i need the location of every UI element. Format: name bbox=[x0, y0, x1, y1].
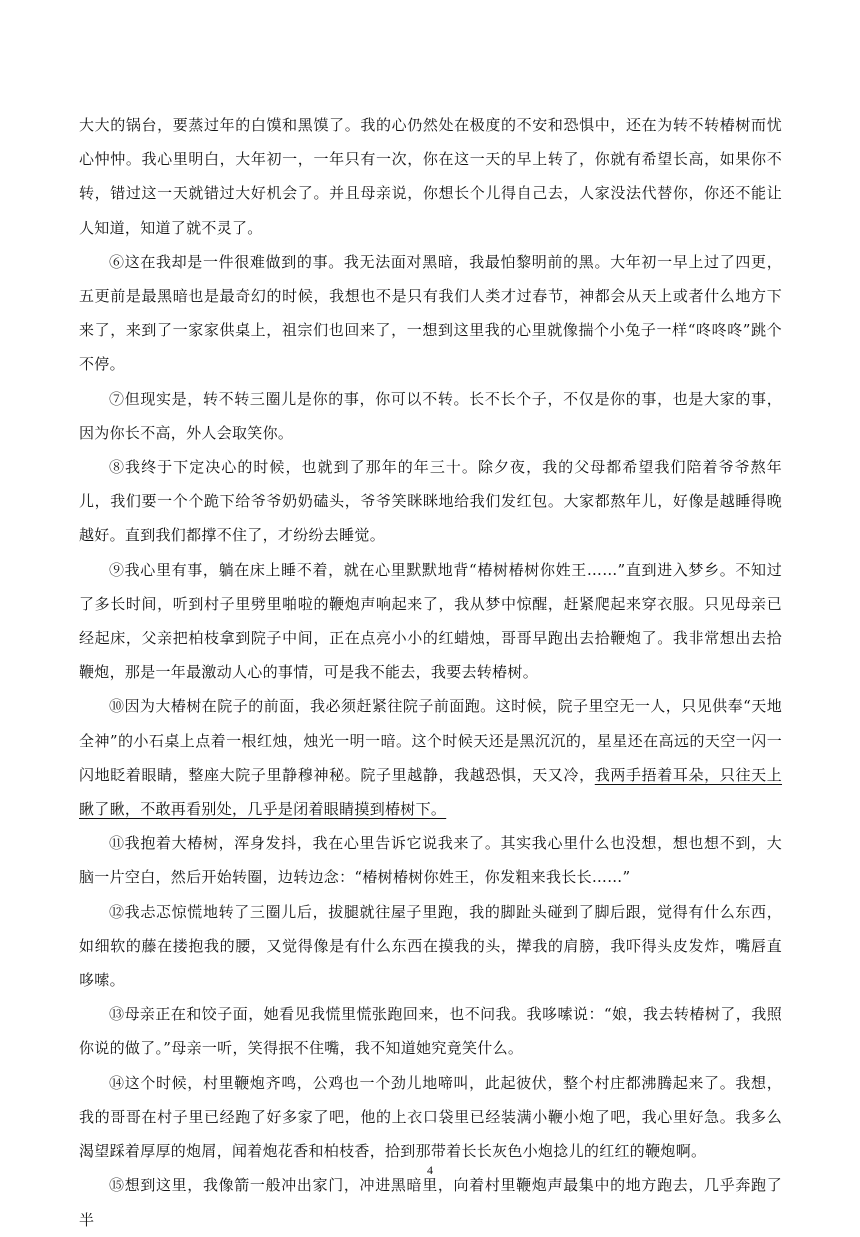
paragraph-text: ⑪我抱着大椿树，浑身发抖，我在心里告诉它说我来了。其实我心里什么也没想，想也想不到，大脑一片空白，然后开始转圈，边转边念：“椿树椿树你姓王，你发粗来我长长……” bbox=[79, 834, 782, 887]
underlined-sentence: 我两手捂着耳朵，只往天上瞅了瞅，不敢再看别处，几乎是闭着眼睛摸到椿树下。 bbox=[79, 765, 783, 819]
paragraph-text: ⑥这在我却是一件很难做到的事。我无法面对黑暗，我最怕黎明前的黑。大年初一早上过了四更，五更前是最黑暗也是最奇幻的时候，我想也不是只有我们人类才过春节，神都会从天上或者什么地方下来了，来到了一家家供桌上，祖宗们也回来了，一想到这里我的心里就像揣个小兔子一样“咚咚咚”跳个不停。 bbox=[79, 252, 782, 374]
paragraph-text: ⑦但现实是，转不转三圈儿是你的事，你可以不转。长不长个子，不仅是你的事，也是大家的事，因为你长不高，外人会取笑你。 bbox=[79, 389, 782, 442]
paragraph-14 bbox=[79, 1066, 782, 1169]
paragraph-13 bbox=[79, 997, 782, 1065]
paragraph-12 bbox=[79, 895, 782, 998]
paragraph-text: ⑩因为大椿树在院子的前面，我必须赶紧往院子前面跑。这时候，院子里空无一人，只见供奉“天地全神”的小石桌上点着一根红烛，烛光一明一暗。这个时候天还是黑沉沉的，星星还在高远的天空一闪一闪地眨着眼睛，整座大院子里静穆神秘。院子里越静，我越恐惧，天又冷， bbox=[79, 697, 782, 784]
paragraph-text: ⑬母亲正在和饺子面，她看见我慌里慌张跑回来，也不问我。我哆嗦说：“娘，我去转椿树了，我照你说的做了。”母亲一听，笑得抿不住嘴，我不知道她究竟笑什么。 bbox=[79, 1005, 782, 1058]
paragraph-6 bbox=[79, 245, 782, 382]
paragraph-text: ⑮想到这里，我像箭一般冲出家门，冲进黑暗里，向着村里鞭炮声最集中的地方跑去，几乎奔跑了半 bbox=[79, 1176, 782, 1229]
paragraph-11 bbox=[79, 826, 782, 894]
paragraph-text: ⑨我心里有事，躺在床上睡不着，就在心里默默地背“椿树椿树你姓王……”直到进入梦乡。不知过了多长时间，听到村子里劈里啪啦的鞭炮声响起来了，我从梦中惊醒，赶紧爬起来穿衣服。只见母亲已经起床，父亲把柏枝拿到院子中间，正在点亮小小的红蜡烛，哥哥早跑出去拾鞭炮了。我非常想出去拾鞭炮，那是一年最激动人心的事情，可是我不能去，我要去转椿树。 bbox=[79, 560, 782, 682]
paragraph-text: ⑫我忐忑惊慌地转了三圈儿后，拔腿就往屋子里跑，我的脚趾头碰到了脚后跟，觉得有什么东西，如细软的藤在搂抱我的腰，又觉得像是有什么东西在摸我的头，撵我的肩膀，我吓得头皮发炸，嘴唇直哆嗦。 bbox=[79, 902, 782, 990]
document-body bbox=[79, 108, 782, 1237]
paragraph-continued bbox=[79, 108, 782, 245]
paragraph-text: 大大的锅台，要蒸过年的白馍和黑馍了。我的心仍然处在极度的不安和恐惧中，还在为转不转椿树而忧心忡忡。我心里明白，大年初一，一年只有一次，你在这一天的早上转了，你就有希望长高，如果你不转，错过这一天就错过大好机会了。并且母亲说，你想长个儿得自己去，人家没法代替你，你还不能让人知道，知道了就不灵了。 bbox=[79, 116, 782, 237]
paragraph-text: ⑭这个时候，村里鞭炮齐鸣，公鸡也一个劲儿地啼叫，此起彼伏，整个村庄都沸腾起来了。我想，我的哥哥在村子里已经跑了好多家了吧，他的上衣口袋里已经装满小鞭小炮了吧，我心里好急。我多么渴望踩着厚厚的炮屑，闻着炮花香和柏枝香，拾到那带着长长灰色小炮捻儿的红红的鞭炮啊。 bbox=[79, 1073, 782, 1161]
paragraph-9 bbox=[79, 553, 782, 690]
paragraph-7 bbox=[79, 382, 782, 450]
page-number: 4 bbox=[427, 1163, 433, 1177]
paragraph-10 bbox=[79, 689, 782, 826]
paragraph-8 bbox=[79, 450, 782, 553]
paragraph-15 bbox=[79, 1168, 782, 1236]
paragraph-text: ⑧我终于下定决心的时候，也就到了那年的年三十。除夕夜，我的父母都希望我们陪着爷爷熬年儿，我们要一个个跪下给爷爷奶奶磕头，爷爷笑眯眯地给我们发红包。大家都熬年儿，好像是越睡得晚越好。直到我们都撑不住了，才纷纷去睡觉。 bbox=[79, 458, 782, 545]
